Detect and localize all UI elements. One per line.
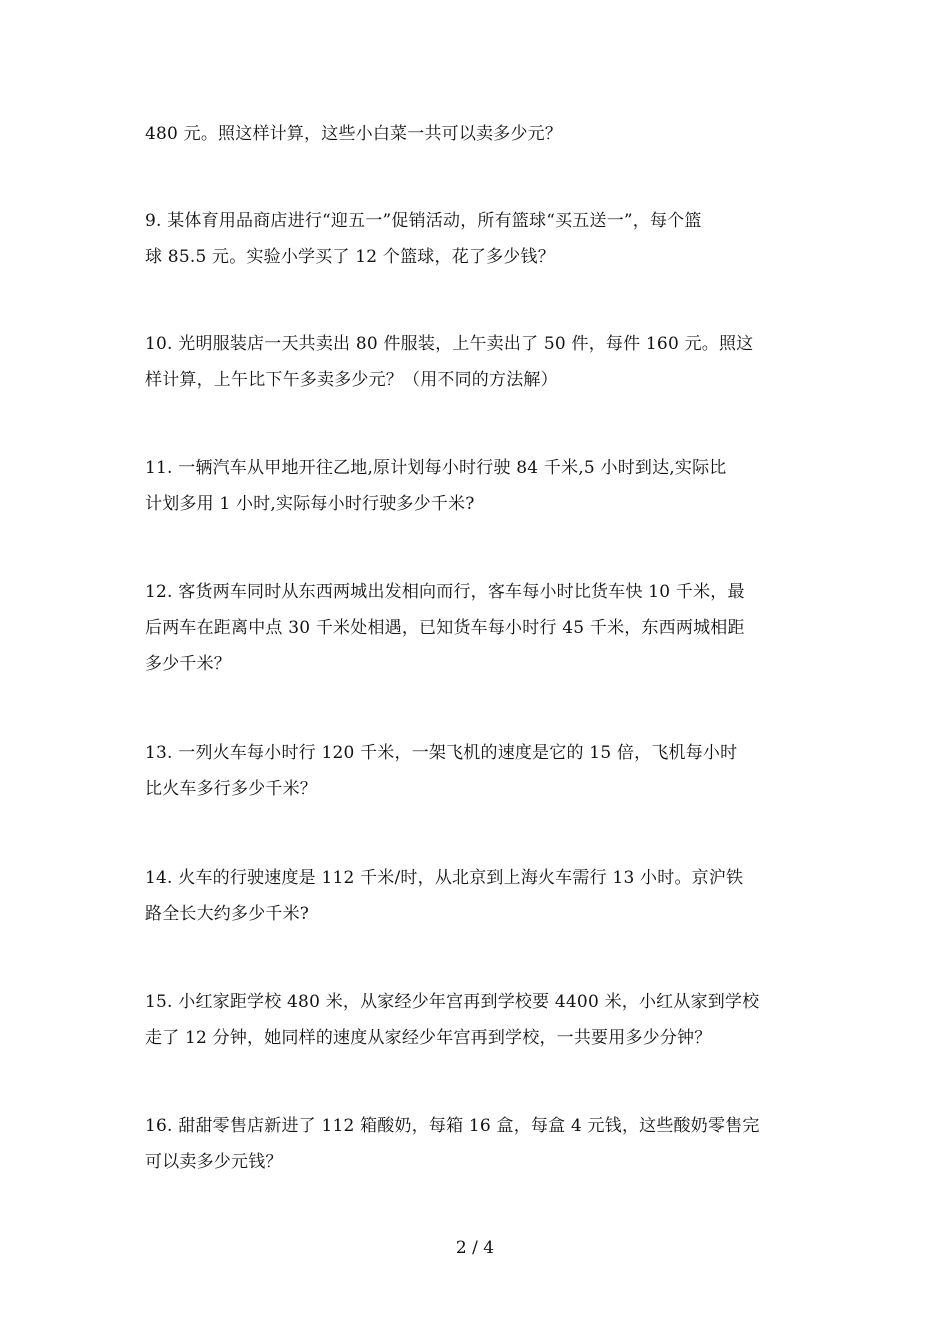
text-line: 后两车在距离中点 30 千米处相遇，已知货车每小时行 45 千米，东西两城相距 <box>145 618 745 638</box>
problem-13 <box>145 735 810 807</box>
text-line: 比火车多行多少千米？ <box>145 779 317 799</box>
text-line: 9. 某体育用品商店进行“迎五一”促销活动，所有篮球“买五送一”，每个篮 <box>145 211 702 231</box>
text-line: 球 85.5 元。实验小学买了 12 个篮球，花了多少钱？ <box>145 247 555 267</box>
text-line: 计划多用 1 小时,实际每小时行驶多少千米? <box>145 494 475 514</box>
problem-11 <box>145 450 810 522</box>
text-line: 16. 甜甜零售店新进了 112 箱酸奶，每箱 16 盒，每盒 4 元钱，这些酸奶零售完 <box>145 1116 760 1136</box>
problem-12 <box>145 574 810 682</box>
page-number: 2 / 4 <box>455 1238 495 1258</box>
problem-8-continuation <box>145 116 810 152</box>
text-line: 13. 一列火车每小时行 120 千米，一架飞机的速度是它的 15 倍，飞机每小时 <box>145 743 738 763</box>
problem-14 <box>145 860 810 932</box>
problem-15 <box>145 984 810 1056</box>
text-line: 样计算，上午比下午多卖多少元？（用不同的方法解） <box>145 370 558 390</box>
text-line: 10. 光明服装店一天共卖出 80 件服装，上午卖出了 50 件，每件 160 元。照这 <box>145 334 754 354</box>
text-line: 11. 一辆汽车从甲地开往乙地,原计划每小时行驶 84 千米,5 小时到达,实际比 <box>145 458 727 478</box>
text-line: 12. 客货两车同时从东西两城出发相向而行，客车每小时比货车快 10 千米，最 <box>145 582 745 602</box>
text-line: 走了 12 分钟，她同样的速度从家经少年宫再到学校，一共要用多少分钟？ <box>145 1028 712 1048</box>
text-line: 14. 火车的行驶速度是 112 千米/时，从北京到上海火车需行 13 小时。京沪铁 <box>145 868 744 888</box>
problem-10 <box>145 326 810 398</box>
text-line: 可以卖多少元钱？ <box>145 1152 283 1172</box>
problem-16 <box>145 1108 810 1180</box>
text-line: 多少千米？ <box>145 654 231 674</box>
problem-9 <box>145 203 810 275</box>
text-line: 路全长大约多少千米? <box>145 904 310 924</box>
text-line: 480 元。照这样计算，这些小白菜一共可以卖多少元？ <box>145 124 563 144</box>
text-line: 15. 小红家距学校 480 米，从家经少年宫再到学校要 4400 米，小红从家到学校 <box>145 992 760 1012</box>
